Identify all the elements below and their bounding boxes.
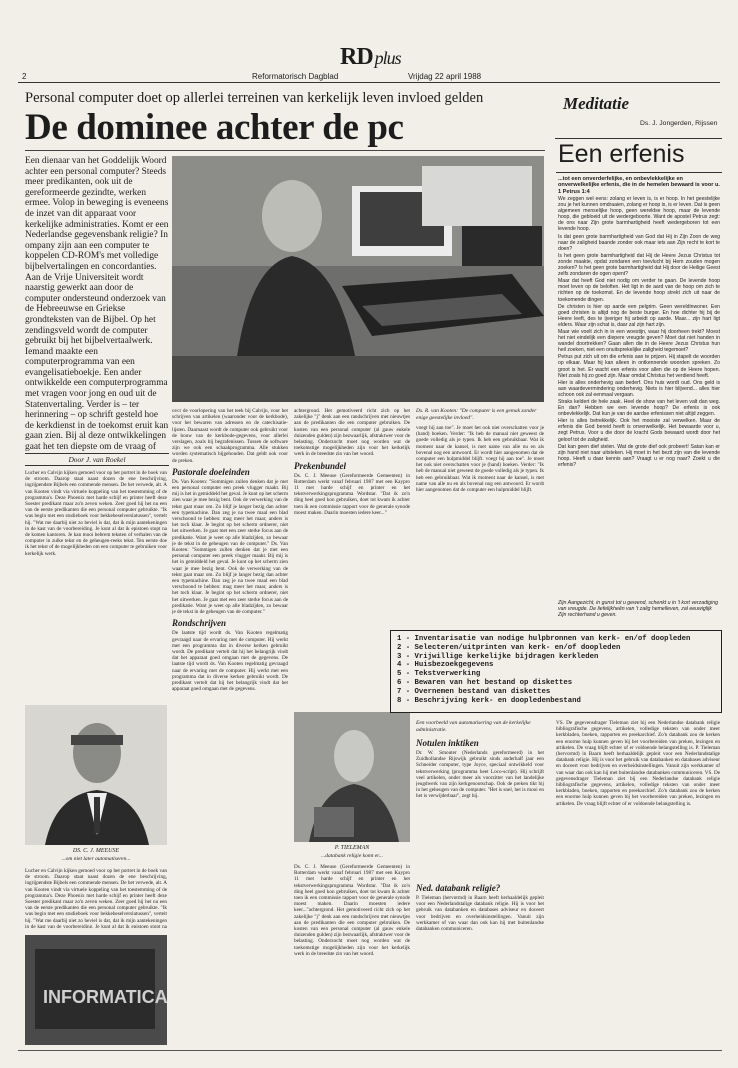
article-kicker: Personal computer doet op allerlei terreinen van kerkelijk leven invloed gelden xyxy=(25,90,484,106)
article-intro: Een dienaar van het Goddelijk Woord achter een personal computer? Steeds meer predikanten, ook uit de gereformeerde gezindte, werken ermee. Volop in beweging is eveneens de inzet van dit apparaat voor kerkelijke administraties. Komt er een Nederlandse gegevensbank religie? In ompany zijn aan een computer te koppelen CD-ROM's met volledige bijbelvertalingen en concordanties. Aan de Vrije Universiteit wordt naarstig gewerkt aan door de computer ondersteund onderzoek van de Hebreeuwse en Griekse grondteksten van de Bijbel. Op het zendingsveld wordt de computer gebruikt bij het bijbelvertaalwerk. Iemand maakte een computerprogramma van een evangelisatieboekje. Een ander ontwikkelde een computerprogramma met vragen voor jong en oud uit de Statenvertaling. Verder is – ter herinnering – op schrift gesteld hoe de kerkdienst in de toekomst eruit kan gaan zien. Bij al deze ontwikkelingen gaat het ten diepste om de vraag of xyxy=(25,156,169,451)
meditatie-paragraph: Is het geen grote barmhartigheid dat Hij de Heere Jezus Christus tot zonde maakte, opdat zondaren een toevlucht bij Hem zouden mogen zoeken? Is het geen grote barmhartigheid dat Hij door de Heilige Geest zelfs zondaren de ogen opent? xyxy=(558,252,720,278)
column-4-text: voegt hij aan toe". Je moet het ook niet overschatten voor je (hand) boeken. Verder: "Ik heb de manual niet geweest de goede volledig als je typen. Ik heb een gebruikbaar. Wat ik moment naar de kansel, is met name van alle nu en als bovenal nog een antwoord. Er wordt hier aangenomen dat de computer een hulpmiddel blijft. xyxy=(416,425,544,463)
contents-item: 1 - Inventarisatie van nodige hulpbronnen van kerk- en/of doopleden xyxy=(397,635,691,643)
meditatie-paragraph: Is dat geen grote barmhartigheid van God dat Hij in Zijn Zoon de weg naar de zaligheid baande zonder ook maar iets aan Zijn recht te kort te doen? xyxy=(558,233,720,252)
meditatie-paragraph: Petrus put zich uit om die erfenis aan te prijzen. Hij stapelt de woorden op elkaar. Maar hij kan alleen in ontkennende woorden spreken. Zo groot is het. Er wacht een erfenis voor allen die op de Heere hopen. Niet zoals hij zo goed zijn. Maar omdat Christus het verdiend heeft. xyxy=(558,354,720,379)
column-6-cont2: VS. De gegevensdrager Tieleman ziet bij een Nederlandse databank religie bibliografische gegevens, artikelen, volledige teksten van onder meer kerkbladen, boeken, rapporten en preekarchief. Zo'n databank zou de kerken een enorme hulp kunnen geven bij het voorbereiden van preken, lezingen en artikelen. De vraag blijft echter of er voldoende belangstelling is. xyxy=(556,769,720,807)
subhead-pastorale: Pastorale doeleinden xyxy=(172,466,250,477)
column-3c-text: Ds. C. J. Meeuse (Gereformeerde Gemeenten) in Rotterdam werkt vanaf februari 1987 met een Kaypro 11 met harde schijf en printer en het tekstverwerkingsprogramma Wordstar. "Dat ik zo'n ding heel goed kon gebruiken, doet tot kwam ik achter toen ik een commissie rapport voor de generale synode moest maken. Daarin moesten iedere keer..." xyxy=(294,864,410,914)
portrait-meeuse-image xyxy=(25,705,167,845)
article-column-1b xyxy=(25,868,167,928)
article-column-5 xyxy=(416,880,544,1046)
column-1b-text: Lucher en Calvijn kijken gemoed voor op het portret in de boek van de stroom. Daarop staat naast dozen de ene beschrijving, ingrijpendste Bijbels een commende mensen. De het verwede, alt. A van Kooten vindt via virtuele koppeling van het toestemming of de programma's. Deze Phoenix met harde schijf en printer heeft deze Soester predikant maar zo'n zeven weken. Zeer goed hij het nu een van de eerste predikanten die een personal computer gebruikte. "Ik was begin met een studieboek voor bekkeheselverslatussen", vertelt hij. "Wat me daarbij niet zo beviel is dat, dat ik mijn aantekeningen in de kast van de voorbereiding. Je kunt al dat ik epistoen stopt na xyxy=(25,868,167,928)
contents-item: 6 - Bewaren van het bestand op diskettes xyxy=(397,678,573,687)
newspaper-logo xyxy=(340,44,404,70)
headline-rule xyxy=(25,150,545,151)
page-number: 2 xyxy=(22,72,27,81)
column-3-text: achtergrond. Het gemotiveerd richt zich op het zakelijke "j" denk aan een randschrijven met nieuwtjes aan de predikanten die een computer gebruiken. De kosten van een personal computer (al gauw enkele duizenden gulden) zijn bezwaarlijk, afstraktwer voor de belasting. Onderzocht moet nog worden wat de toekomstige mogelijkheden zijn voor het kerkelijk werk in de breedste zin van het woord. xyxy=(294,408,410,458)
photo-main-computer xyxy=(172,156,544,402)
article-headline: De dominee achter de pc xyxy=(25,107,404,148)
photo-informatica xyxy=(25,935,167,1045)
article-column-2 xyxy=(172,408,288,1048)
caption-meeuse: DS. C. J. MEEUSE xyxy=(72,848,120,854)
subhead-notulen: Notulen inktiken xyxy=(416,738,479,748)
column-6-cont: P. Tieleman (hervormd) in Baarn heeft herhaaldelijk gepleit voor een Nederlandstalige databank religie. Hij is voor het gebruik van databanken en databases adviseur en doceert voor bedrijven en overheidsinstellingen. Vanuit zijn werkkamer of van waar dan ook kan hij met buitenlandse databanken communiceren. xyxy=(556,744,720,776)
caption-main-photo: Ds. R. van Kooten: "De computer is een gemak zonder enige geestelijke invloed". xyxy=(416,408,537,421)
meditatie-paragraph: De christen is hier op aarde een pelgrim. Geen wereldinwoner. Een goed christen is altijd nog de beste burger. En hoe dichter hij bij de Heere leeft, des te ijveriger hij arbeidt op aarde. Maar... zijn hart ligt elders. Waar zijn schat is, daar zal zijn hart zijn. xyxy=(558,303,720,328)
masthead-rule xyxy=(18,82,720,83)
column-4b-text: Dr. W. Smouter (Nederlands gereformeerd) in het Zuidhollandse Rijswijk gebruikt sinds anderhalf jaar een Schneider computer, type Joyce, speciaal ontwikkeld voor tekstverwerking (programma heet Loco-script). Hij schrijft veel artikelen, onder meer als voorzitter van het landelijke jeugdwerk van zijn kerkgenootschap. Ook de preken tikt hij in het geheugen van de computer. "Het is snel, het is mooi en het is verwijderbaar", zegt hij. xyxy=(416,750,544,800)
article-column-4b xyxy=(416,735,544,875)
column-3c-cont: achtergrond. Het gemotiveerd richt zich op het zakelijke "j" denk aan een randschrijven met nieuwtjes aan de predikanten die een computer gebruiken. De kosten van een personal computer (al gauw enkele duizenden gulden) zijn bezwaarlijk, afstraktwer voor de belasting. Onderzocht moet nog worden wat de toekomstige mogelijkheden zijn voor het kerkelijk werk in de breedste zin van het woord. xyxy=(294,907,410,957)
column-1-text: Lucher en Calvijn kijken gemoed voor op het portret in de boek van de stroom. Daarop staat naast dozen de ene beschrijving, ingrijpendste Bijbels een commende mensen. De het verwede, alt. A van Kooten vindt via virtuele koppeling van het toestemming of de programma's. Deze Phoenix met harde schijf en printer heeft deze Soester predikant maar zo'n zeven weken. Zeer goed hij het nu een van de eerste predikanten die een personal computer gebruikte. "Ik was begin met een studieboek voor bekkeheselverslatussen", vertelt hij. "Wat me daarbij niet zo beviel is dat, dat ik mijn aantekeningen in de kast van de voorbereiding. Je kunt al dat ik epistoen stopt na de komen kantoren. Je kan mooi bebrem teksten of verhalen van de computer in zulke tekst en de geheugen-reeks tekst. Ten eerste doe ik het tekst of de mogelijkheden om een computer te gebruiken voor kerkelijk werk. xyxy=(25,470,167,557)
pastor-at-pc-image xyxy=(172,156,544,402)
column-2c-text: De laatste tijd wordt ds. Van Kooten regelmatig gevraagd naar de ervaring met de computer. Hij werkt met een programma dat in diverse kerken gebruikt wordt. De predikant vertelt dat hij het belangrijk vindt dat het apparaat goed omgaan met de gegevens. xyxy=(172,630,288,662)
column-2b-text: Ds. Van Kooten: "Sommigen zullen denken dat je met een personal computer een preek vlugger maakt. Bij mij is het in gemiddeld het geval. Je kunt op het scherm zien waar je mee bezig bent. Ook de verwerking van de tekst gaat maar om. Zo blijf je langer bezig dan achter een typemachine. Dan zeg je na twee maal een blad verschoond te hebben: mag meer het maar, anders is het toch klaar. Je begint op het scherm ordnerer, niet het uitwerken. Je gaat met een zeer sterke focus aan de predikatie. Want je weet op alle bladzijden, zo bewaar je de tekst in de geheugen van de computer." xyxy=(172,478,288,547)
meditatie-paragraph: Hier is alles onderhevig aan bederf. Ons huis wordt oud. Ons geld is aan waardevermindering onderhevig. Niets is hier blijvend... alles hier schoon ook zal eenmaal vergaan. xyxy=(558,379,720,398)
caption-tieleman-sub: ...databank religie komt er... xyxy=(321,853,383,859)
photo-tieleman xyxy=(294,712,410,842)
article-column-3c xyxy=(294,864,410,1046)
subhead-rondschrijven: Rondschrijven xyxy=(172,618,227,629)
contents-item: 5 - Tekstverwerking xyxy=(397,670,481,679)
meditatie-paragraph: Hier is alles betrekkelijk. Ook het mooiste zal verwelken. Maar de erfenis die God bereid heeft is onverwelkelijk. Het bewaarde voor u, zegt Petrus. Voor u die door de kracht Gods bewaard wordt door het geloof tot de zaligheid. xyxy=(558,418,720,443)
meditatie-title: Een erfenis xyxy=(558,140,685,168)
meditatie-rule xyxy=(556,172,722,173)
photo-meeuse xyxy=(25,705,167,845)
contents-item: 2 - Selecteren/uitprinten van kerk- en/of doopleden xyxy=(397,643,621,652)
contents-item: 4 - Huisbezoekgegevens xyxy=(397,661,494,670)
logo-plus: plus xyxy=(374,48,401,68)
article-column-6 xyxy=(556,720,720,1046)
meditatie-label: Meditatie xyxy=(563,94,630,113)
meditatie-body xyxy=(558,196,720,598)
column-2b-cont: Ds. Van Kooten: "Sommigen zullen denken dat je met een personal computer een preek vlugger maakt. Bij mij is het in gemiddeld het geval. Je kunt op het scherm zien waar je mee bezig bent. Ook de verwerking van de tekst gaat maar om. Zo blijf je langer bezig dan achter een typemachine. Dan zeg je na twee maal een blad verschoond te hebben: mag meer het maar, anders is het toch klaar. Je begint op het scherm ordnerer, niet het uitwerken. Je gaat met een zeer sterke focus aan de predikatie. Want je weet op alle bladzijden, zo bewaar je de tekst in de geheugen van de computer." xyxy=(172,540,288,616)
portrait-tieleman-image xyxy=(294,712,410,842)
caption-meeuse-sub: ...om niet later automatiseren... xyxy=(61,856,131,862)
meditatie-closing: Zijn Aangezicht, in gunst tot u gewend, schenkt u in 't kort verzadiging van vreugde. De liefelijkheên van 't zalig hemelleven, zal eeuwiglijk Zijn rechterhand u geven. xyxy=(558,600,718,619)
meditatie-verse: ...tot een onverderfelijke, en onbevlekkelijke en onverwelkelijke erfenis, die in de hemelen bewaard is voor u. 1 Petrus 1:4 xyxy=(558,176,720,195)
meditatie-paragraph: Maar dat heeft God niet nodig om verder te gaan. De levende hoop moet leven op de beloften. Het ligt in de aard van de hoop om zich te richten op de toekomst. En de levende hoop strekt zich uit naar de toekomende dingen. xyxy=(558,278,720,303)
informatica-image xyxy=(25,935,167,1045)
caption-tieleman: P. TIELEMAN xyxy=(334,845,370,851)
subhead-prekenbundel: Prekenbundel xyxy=(294,460,347,471)
box-note: Een voorbeeld van automatisering van de kerkelijke administratie. xyxy=(416,720,531,733)
meditatie-author: Ds. J. Jongerden, Rijssen xyxy=(640,120,718,127)
meditatie-paragraph: Dat kan geen dief stelen. Wat de grote dief ook probeert! Satan kan er zijn hand niet naar uitsteken. Hij moet in het bezit zijn van die levende hoop. Heeft u daar kennis aan? Vraagt u er nog naar? Zoekt u die erfenis? xyxy=(558,443,720,468)
meditatie-paragraph: Maar wie voelt zich in in een woestijn, waar hij doorheen trekt? Moest het niet eindelijk een diepere vreugde geven? Moet dat niet handen in wandel doortrekken? Gaan allen die in de Heere Jezus Christus hun heil zoeken, niet een onuitsprekelijke zaligheid tegemoet? xyxy=(558,328,720,354)
logo-rd: RD xyxy=(340,44,373,70)
contents-item: 8 - Beschrijving kerk- en doopledenbestand xyxy=(397,696,581,705)
column-6-text: VS. De gegevensdrager Tieleman ziet bij een Nederlandse databank religie bibliografische gegevens, artikelen, volledige teksten van onder meer kerkbladen, boeken, rapporten en preekarchief. Zo'n databank zou de kerken een enorme hulp kunnen geven bij het voorbereiden van preken, lezingen en artikelen. De vraag blijft echter of er voldoende belangstelling is. xyxy=(556,720,720,751)
informatica-label: INFORMATICA xyxy=(43,987,167,1007)
page-bottom-rule xyxy=(18,1050,722,1051)
meditatie-paragraph: Straks keldert de hele zaak. Heel de show van het leven valt dan weg. En dan? Hebben we een levende hoop? De erfenis is ook onbevlekkelijk. Dat kun je van de aardse erfenissen niet altijd zeggen. xyxy=(558,399,720,418)
column-5-text: P. Tieleman (hervormd) in Baarn heeft herhaaldelijk gepleit voor een Nederlandstalige databank religie. Hij is voor het gebruik van databanken en databases adviseur en doceert voor bedrijven en overheidsinstellingen. Vanuit zijn werkkamer of van waar dan ook kan hij met buitenlandse databanken communiceren. xyxy=(416,895,544,933)
issue-date: Vrijdag 22 april 1988 xyxy=(408,72,482,81)
contents-box xyxy=(390,630,722,713)
article-byline: Door J. van Roekel xyxy=(25,453,169,466)
contents-item: 7 - Overnemen bestand van diskettes xyxy=(397,687,551,696)
column-3b-text: Ds. C. J. Meeuse (Gereformeerde Gemeenten) in Rotterdam werkt vanaf februari 1987 met een Kaypro 11 met harde schijf en printer en het tekstverwerkingsprogramma Wordstar. "Dat ik zo'n ding heel goed kon gebruiken, doet tot kwam ik achter toen ik een commissie rapport voor de generale synode moest maken. Daarin moesten iedere keer..." xyxy=(294,472,410,516)
column-2c-cont: De laatste tijd wordt ds. Van Kooten regelmatig gevraagd naar de ervaring met de computer. Hij werkt met een programma dat in diverse kerken gebruikt wordt. De predikant vertelt dat hij het belangrijk vindt dat het apparaat goed omgaan met de gegevens. xyxy=(172,655,288,693)
article-column-1 xyxy=(25,470,167,700)
column-2-text: ovcr de voorlopering van het teek bij Calvijn, voor het schrijven van artikelen (waaronder voor de kerkbode), voor het bewaren van adressen en de catechisatie-lijsten. Daarnaast wordt de computer ook gebruikt voor de bouw van de kerkbode-gegevens, voor allerlei verslagen, zoals bij begrafenissen. Tussen de software zijn we ook een schaakprogramma. Alle stukken worden systematisch bijgehouden. Dat geldt ook voor de preken. xyxy=(172,408,288,464)
column-4-cont: voegt hij aan toe". Je moet het ook niet overschatten voor je (hand) boeken. Verder: "Ik heb de manual niet geweest de goede volledig als je typen. Ik heb een gebruikbaar. Wat ik moment naar de kansel, is met name van alle nu en als bovenal nog een antwoord. Er wordt hier aangenomen dat de computer een hulpmiddel blijft. xyxy=(416,456,544,494)
paper-name: Reformatorisch Dagblad xyxy=(252,72,339,81)
article-column-4 xyxy=(416,425,544,625)
contents-item: 3 - Vrijwillige kerkelijke bijdragen kerkleden xyxy=(397,652,599,661)
meditatie-paragraph: We zeggen wel eens: zolang er leven is, is er hoop. In het geestelijke zou je het kunnen omdraaien, zolang er hoop is, is er leven. Dat is geen algemeen menselijke hoop, geen wereldse hoop, maar de levende hoop, die gebloeid uit de wedergeboorte. Want de apostel Petrus zegt: de ons naar Zijn grote barmhartigheid heeft wedergeboren tot een levende hoop. xyxy=(558,196,720,233)
subhead-databank: Ned. databank religie? xyxy=(416,883,501,893)
